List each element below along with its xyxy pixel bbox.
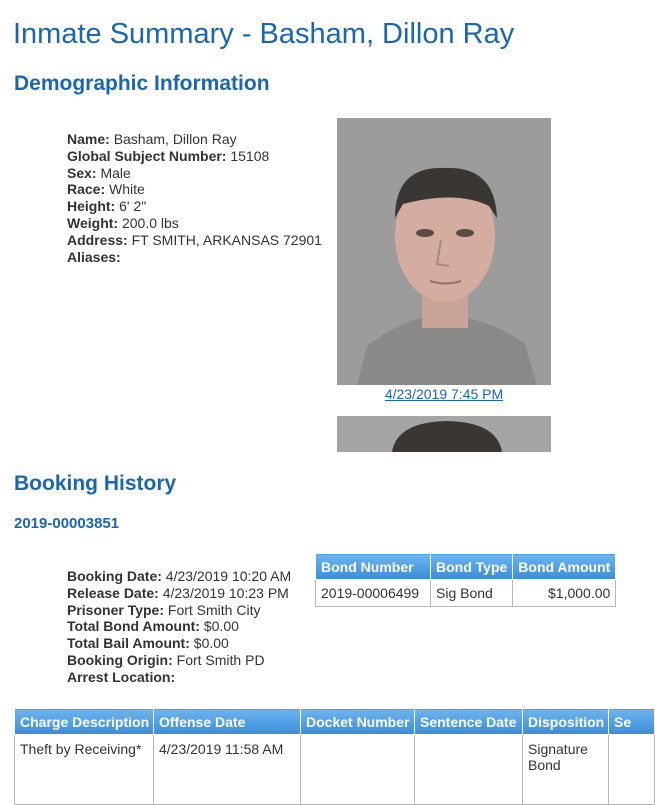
info-row-address: Address: FT SMITH, ARKANSAS 72901 xyxy=(67,231,322,248)
info-row-arrest-location: Arrest Location: xyxy=(67,668,176,685)
disposition-cell: Signature Bond xyxy=(523,735,609,805)
booking-number: 2019-00003851 xyxy=(14,515,120,532)
booking-heading: Booking History xyxy=(14,472,177,495)
info-row-prisoner-type: Prisoner Type: Fort Smith City xyxy=(67,601,261,618)
column-header[interactable]: Offense Date xyxy=(154,709,301,735)
photo-date-link[interactable]: 4/23/2019 7:45 PM xyxy=(384,386,504,402)
sentence-date-cell xyxy=(415,735,523,805)
info-row-height: Height: 6' 2" xyxy=(67,198,147,215)
column-header[interactable]: Docket Number xyxy=(301,709,415,735)
bond-type-cell: Sig Bond xyxy=(431,580,513,607)
bond-amount-cell: $1,000.00 xyxy=(513,580,616,607)
info-row-aliases: Aliases: xyxy=(67,248,121,265)
info-row-total-bail: Total Bail Amount: $0.00 xyxy=(67,635,229,652)
demographic-heading: Demographic Information xyxy=(14,72,270,95)
column-header[interactable]: Sentence Date xyxy=(415,709,523,735)
column-header[interactable]: Bond Amount xyxy=(513,554,616,580)
column-header[interactable]: Bond Number xyxy=(316,554,431,580)
info-row-booking-date: Booking Date: 4/23/2019 10:20 AM xyxy=(67,568,292,584)
column-header[interactable]: Bond Type xyxy=(431,554,513,580)
info-row-sex: Sex: Male xyxy=(67,164,131,181)
column-header[interactable]: Disposition xyxy=(523,709,609,735)
info-row-race: Race: White xyxy=(67,181,145,198)
bond-number-cell: 2019-00006499 xyxy=(316,580,431,607)
extra-cell xyxy=(609,735,655,805)
info-row-release-date: Release Date: 4/23/2019 10:23 PM xyxy=(67,584,289,601)
table-header-row xyxy=(15,709,655,735)
charge-table xyxy=(14,708,655,805)
offense-date-cell: 4/23/2019 11:58 AM xyxy=(154,735,301,805)
column-header[interactable]: Charge Description xyxy=(15,709,154,735)
info-row-weight: Weight: 200.0 lbs xyxy=(67,214,179,231)
info-row-name: Name: Basham, Dillon Ray xyxy=(67,131,237,147)
page-title: Inmate Summary - Basham, Dillon Ray xyxy=(13,18,515,50)
charge-description-cell: Theft by Receiving* xyxy=(15,735,154,805)
info-row-subject-number: Global Subject Number: 15108 xyxy=(67,147,270,164)
info-row-total-bond: Total Bond Amount: $0.00 xyxy=(67,618,239,635)
docket-number-cell xyxy=(301,735,415,805)
table-row xyxy=(15,735,655,805)
column-header[interactable]: Se xyxy=(609,709,655,735)
info-row-booking-origin: Booking Origin: Fort Smith PD xyxy=(67,651,265,668)
